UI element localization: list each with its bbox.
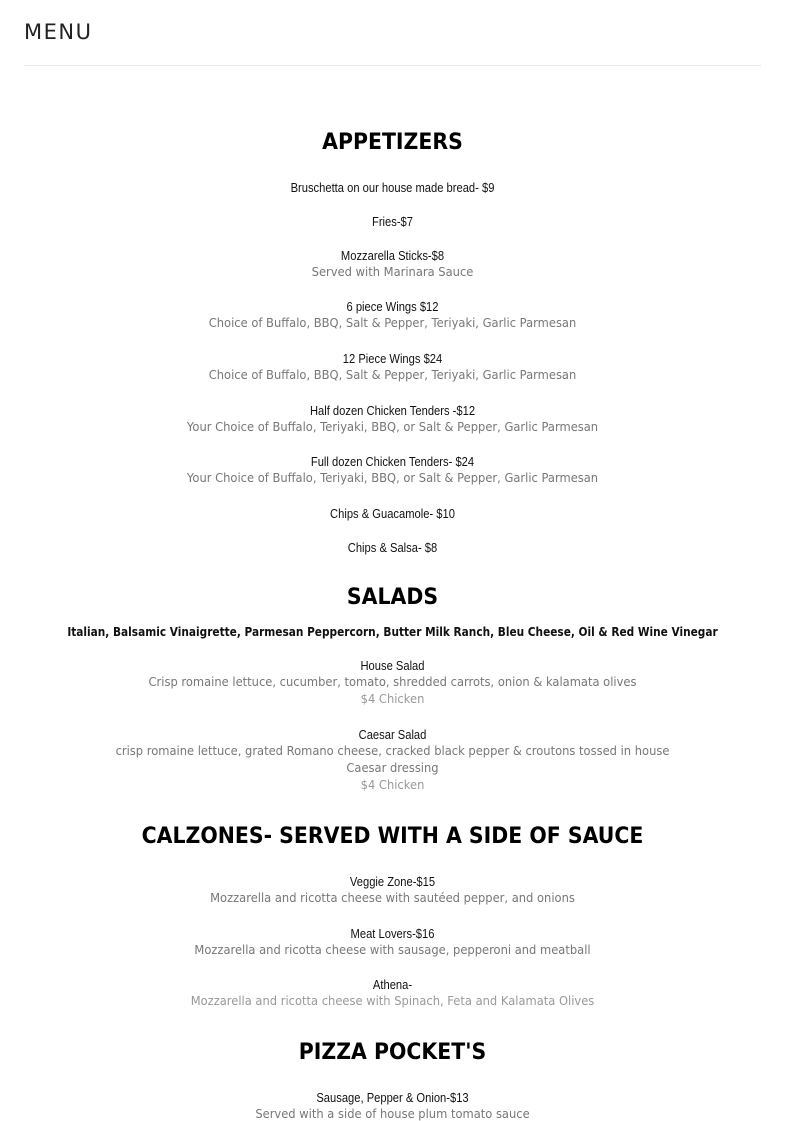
menu-item — [90, 540, 695, 555]
menu-item — [90, 727, 695, 793]
item-name: Full dozen Chicken Tenders- $24 — [310, 454, 475, 469]
item-name: Fries-$7 — [371, 214, 414, 229]
item-name: 12 Piece Wings $24 — [342, 351, 443, 366]
item-name: Half dozen Chicken Tenders -$12 — [309, 403, 476, 418]
item-description: Choice of Buffalo, BBQ, Salt & Pepper, Teriyaki, Garlic Parmesan — [208, 315, 577, 330]
dressing-list: Italian, Balsamic Vinaigrette, Parmesan Peppercorn, Butter Milk Ranch, Bleu Cheese, Oil & Red Wine Vinegar — [67, 625, 718, 639]
section-title-calzones: CALZONES- SERVED WITH A SIDE OF SAUCE — [141, 824, 644, 849]
item-name: Meat Lovers-$16 — [350, 926, 435, 941]
item-description: Mozzarella and ricotta cheese with sautéed pepper, and onions — [210, 890, 575, 905]
item-name: Mozzarella Sticks-$8 — [340, 248, 445, 263]
item-description: crisp romaine lettuce, grated Romano cheese, cracked black pepper & croutons tossed in house Caesar dressing — [115, 743, 670, 775]
section-title-appetizers: APPETIZERS — [322, 130, 463, 155]
menu-item — [90, 658, 695, 707]
item-name: Chips & Guacamole- $10 — [330, 506, 455, 521]
item-name: House Salad — [360, 658, 425, 673]
menu-item — [90, 506, 695, 521]
menu-item — [90, 874, 695, 906]
item-name: Sausage, Pepper & Onion-$13 — [316, 1090, 469, 1105]
menu-item — [90, 351, 695, 383]
menu-item — [90, 180, 695, 195]
item-name: Athena- — [372, 977, 413, 992]
item-description: Mozzarella and ricotta cheese with Spinach, Feta and Kalamata Olives — [190, 993, 595, 1008]
menu-item — [90, 1090, 695, 1121]
item-name: Veggie Zone-$15 — [349, 874, 436, 889]
item-description: Crisp romaine lettuce, cucumber, tomato, shredded carrots, onion & kalamata olives — [148, 674, 637, 689]
menu-item — [90, 214, 695, 229]
item-description: Mozzarella and ricotta cheese with sausage, pepperoni and meatball — [194, 942, 591, 957]
menu-item — [90, 926, 695, 958]
page-title: MENU — [24, 20, 93, 44]
page-header — [24, 0, 761, 66]
item-description: Choice of Buffalo, BBQ, Salt & Pepper, Teriyaki, Garlic Parmesan — [208, 367, 577, 382]
item-name: Chips & Salsa- $8 — [347, 540, 438, 555]
item-name: 6 piece Wings $12 — [346, 299, 439, 314]
item-name: Bruschetta on our house made bread- $9 — [290, 180, 495, 195]
menu-item — [90, 299, 695, 331]
item-description: Served with Marinara Sauce — [311, 264, 474, 279]
menu-item — [90, 977, 695, 1009]
item-name: Caesar Salad — [358, 727, 427, 742]
section-title-salads: SALADS — [346, 585, 439, 610]
section-title-pizza-pockets: PIZZA POCKET'S — [298, 1040, 487, 1065]
item-description: Served with a side of house plum tomato sauce — [255, 1106, 530, 1121]
item-addon: $4 Chicken — [360, 691, 425, 706]
menu-item — [90, 454, 695, 486]
item-description: Your Choice of Buffalo, Teriyaki, BBQ, or Salt & Pepper, Garlic Parmesan — [186, 470, 599, 485]
item-addon: $4 Chicken — [360, 777, 425, 792]
menu-item — [90, 248, 695, 280]
menu-item — [90, 403, 695, 435]
item-description: Your Choice of Buffalo, Teriyaki, BBQ, or Salt & Pepper, Garlic Parmesan — [186, 419, 599, 434]
